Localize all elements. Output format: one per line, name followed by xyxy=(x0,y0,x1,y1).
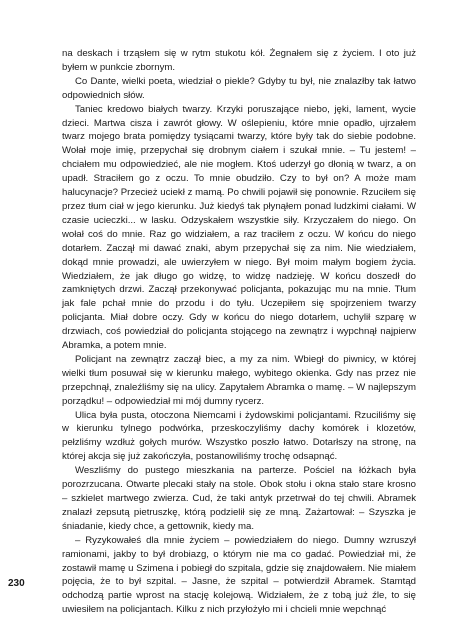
paragraph: na deskach i trząsłem się w rytm stukotu kół. Żegnałem się z życiem. I oto już byłem w punkcie zbornym. xyxy=(62,48,416,73)
paragraph: Policjant na zewnątrz zaczął biec, a my za nim. Wbiegł do piwnicy, w której wielki tłum posuwał się w kierunku małego, wybitego okienka. Gdy nas przez nie przepchnął, znaleźliśmy się na ulicy. Zapytałem Abramka o mamę. – W najlepszym porządku! – odpowiedział mi mój dumny rycerz. xyxy=(62,353,416,407)
paragraph: Weszliśmy do pustego mieszkania na parterze. Pościel na łóżkach była porozrzucana. Otwarte plecaki stały na stole. Obok stołu i okna stało stare krosno – szkielet martwego zwierza. Cud, że taki antyk przetrwał do tej chwili. Abramek znalazł zepsutą pietruszkę, którą podzielił się ze mną. Zażartował: – Szyszka je śniadanie, kiedy chce, a gettownik, kiedy ma. xyxy=(62,465,416,532)
body-text xyxy=(62,47,416,617)
paragraph: – Ryzykowałeś dla mnie życiem – powiedziałem do niego. Dumny wzruszył ramionami, jakby to był drobiazg, o którym nie ma co gadać. Powiedział mi, że zostawił mamę u Szimena i pobiegł do szpitala, gdzie się znajdowałem. Nie miałem pojęcia, że to był szpital. – Jasne, że szpital – potwierdził Abramek. Stamtąd odchodzą partie wprost na stację kolejową. Widziałem, że z tobą już źle, to się uwiesiłem na policjantach. Kilku z nich przyłożyło mi i chcieli mnie wepchnąć xyxy=(62,534,416,616)
paragraph: Co Dante, wielki poeta, wiedział o piekle? Gdyby tu był, nie znalazłby tak łatwo odpowiednich słów. xyxy=(62,75,416,101)
page-number: 230 xyxy=(8,578,25,589)
paragraph: Taniec kredowo białych twarzy. Krzyki poruszające niebo, jęki, lament, wycie dzieci. Martwa cisza i zawrót głowy. W oślepieniu, które mnie opadło, ujrzałem twarz mojego brata pomiędzy tysiącami twarzy, które były tak do siebie podobne. Wołał moje imię, przepychał się drobnym ciałem i szukał mnie. – Tu jestem! – chciałem mu odpowiedzieć, ale nie mogłem. Ktoś uderzył go dłonią w twarz, a on upadł. Straciłem go z oczu. To mnie obudziło. Czy to był on? A może mam halucynacje? Przecież uciekł z mamą. Po chwili pojawił się ponownie. Rzuciłem się przez tłum ciał w jego kierunku. Już kiedyś tak płynąłem ponad ludzkimi ciałami. W czasie ucieczki... w lasku. Odzyskałem wszystkie siły. Krzyczałem do niego. On wołał coś do mnie. Raz go widziałem, a raz traciłem z oczu. W końcu do niego dotarłem. Zaczął mi dawać znaki, abym przepychał się za nim. Nie wiedziałem, dokąd mnie prowadzi, ale uwierzyłem w niego. Był moim małym bogiem życia. Wiedziałem, że jak długo go widzę, to widzę nadzieję. W końcu doszedł do zamkniętych drzwi. Zaczął przekonywać policjanta, pokazując mu na mnie. Tłum jak fale pchał mnie do przodu i do tyłu. Uczepiłem się spojrzeniem twarzy policjanta. Miał dobre oczy. Gdy w końcu do niego dotarłem, uchylił szparę w drzwiach, coś powiedział do policjanta stojącego na zewnątrz i wypchnął najpierw Abramka, a potem mnie. xyxy=(62,103,416,352)
paragraph: Ulica była pusta, otoczona Niemcami i żydowskimi policjantami. Rzuciliśmy się w kierunku tylnego podwórka, przeskoczyliśmy dachy komórek i klozetów, pełzliśmy wzdłuż gołych murów. Wszystko poszło łatwo. Dotarłszy na stronę, na której akcja się już zakończyła, postanowiliśmy trochę odsapnąć. xyxy=(62,409,416,463)
